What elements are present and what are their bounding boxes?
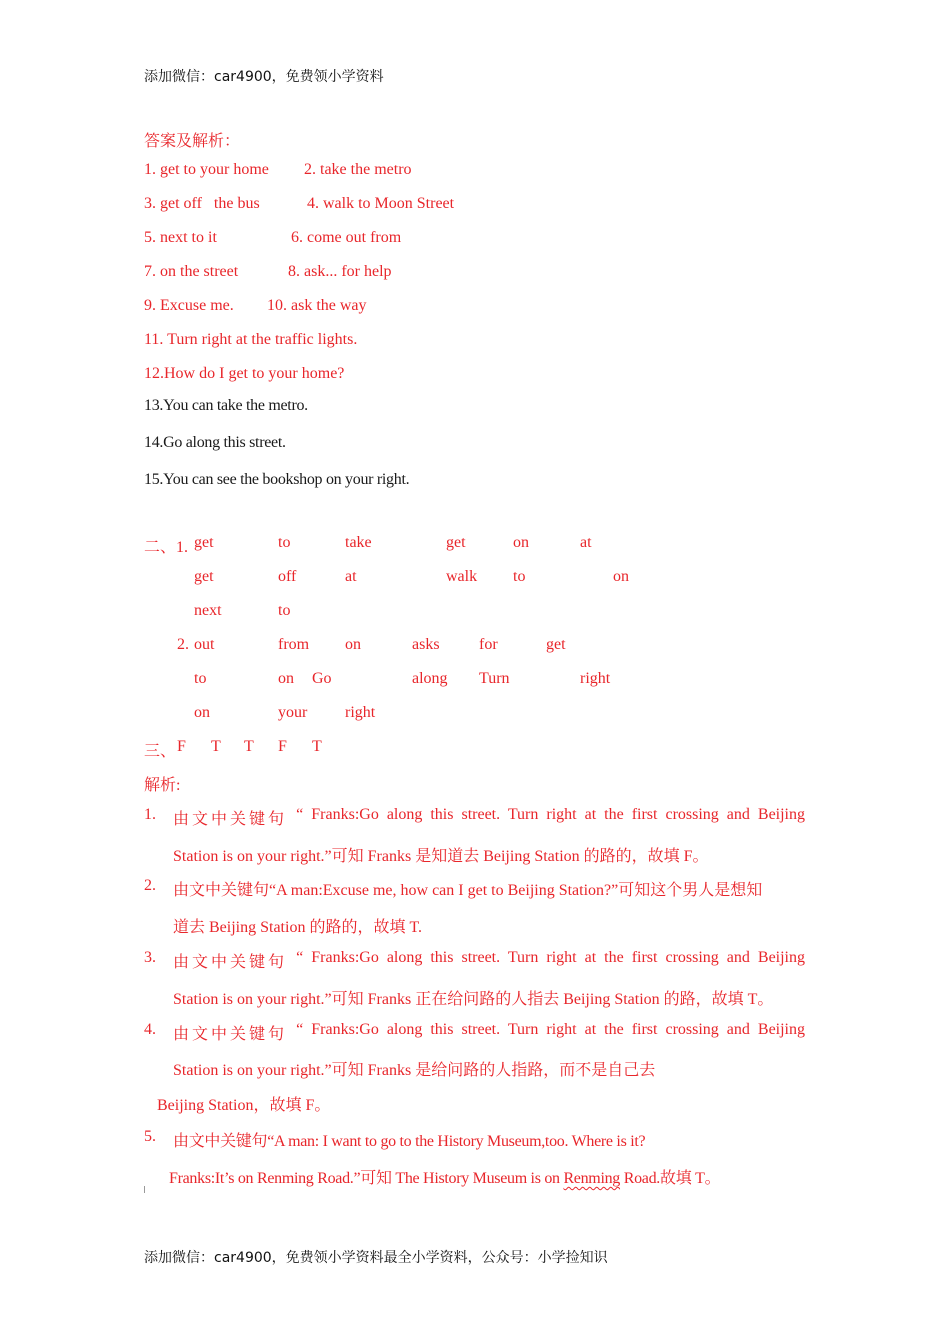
blank-word: on	[613, 568, 629, 585]
analysis-3-line-2: Station is on your right.”可知 Franks 正在给问路的人指去 Beijing Station 的路，故填 T。	[173, 991, 774, 1008]
answer-12: 12.How do I get to your home?	[144, 365, 345, 382]
analysis-4-quote: “ Franks:Go along this street. Turn right at the first crossing and Beijing	[296, 1021, 805, 1038]
answer-13: 13.You can take the metro.	[144, 397, 308, 414]
analysis-2-line-2: 道去 Beijing Station 的路的，故填 T.	[173, 919, 423, 936]
analysis-4-lead: 由文中关键句	[173, 1026, 288, 1043]
answer-6: 6. come out from	[291, 229, 402, 246]
answer-2: 2. take the metro	[304, 161, 412, 178]
analysis-4-line-3: Beijing Station，故填 F。	[157, 1097, 331, 1114]
tf-answer: T	[312, 738, 322, 755]
blank-word: on	[278, 670, 294, 687]
analysis-3-line-1	[173, 949, 805, 972]
blank-word: from	[278, 636, 310, 653]
analysis-1-lead: 由文中关键句	[173, 811, 288, 828]
analysis-3-lead: 由文中关键句	[173, 954, 288, 971]
blank-word: for	[479, 636, 498, 653]
blank-word: next	[194, 602, 222, 619]
tf-answer: T	[211, 738, 221, 755]
blank-word: to	[194, 670, 207, 687]
blank-word: right	[345, 704, 376, 721]
blank-word: asks	[412, 636, 440, 653]
analysis-number: 4.	[144, 1021, 156, 1038]
part3-label: 三、	[144, 743, 177, 760]
part2-sub-label: 2.	[177, 636, 189, 653]
answer-3: 3. get off the bus	[144, 195, 260, 212]
blank-word: on	[194, 704, 210, 721]
blank-word: your	[278, 704, 308, 721]
tf-answer: T	[244, 738, 254, 755]
analysis-label: 解析:	[144, 777, 181, 794]
analysis-2-line-1: 由文中关键句“A man:Excuse me, how can I get to Beijing Station?”可知这个男人是想知	[173, 882, 763, 899]
analysis-5-line-2	[169, 1165, 720, 1188]
analysis-1-quote: “ Franks:Go along this street. Turn right at the first crossing and Beijing	[296, 806, 805, 823]
blank-word: on	[345, 636, 361, 653]
blank-word: Turn	[479, 670, 510, 687]
answer-14: 14.Go along this street.	[144, 434, 286, 451]
answer-1: 1. get to your home	[144, 161, 269, 178]
answer-15: 15.You can see the bookshop on your right.	[144, 471, 410, 488]
analysis-number: 5.	[144, 1128, 156, 1145]
blank-word: to	[278, 602, 291, 619]
blank-word: to	[278, 534, 291, 551]
analysis-4-line-2: Station is on your right.”可知 Franks 是给问路的人指路，而不是自己去	[173, 1062, 656, 1079]
blank-word: at	[345, 568, 357, 585]
blank-word: on	[513, 534, 529, 551]
analysis-5-text: Franks:It’s on Renming Road.”可知 The History Museum is on	[169, 1170, 564, 1187]
answer-8: 8. ask... for help	[288, 263, 392, 280]
blank-word: right	[580, 670, 611, 687]
analysis-5-text-end: Road.故填 T。	[620, 1170, 721, 1187]
section-title: 答案及解析：	[144, 133, 241, 150]
blank-word: at	[580, 534, 592, 551]
answer-10: 10. ask the way	[267, 297, 367, 314]
blank-word: walk	[446, 568, 478, 585]
spell-check-underline-word: Renming	[563, 1170, 621, 1187]
paragraph-marker	[144, 1186, 145, 1193]
answer-4: 4. walk to Moon Street	[307, 195, 455, 212]
blank-word: Go	[312, 670, 332, 687]
analysis-5-line-1: 由文中关键句“A man: I want to go to the History Museum,too. Where is it?	[173, 1133, 646, 1150]
analysis-3-quote: “ Franks:Go along this street. Turn right at the first crossing and Beijing	[296, 949, 805, 966]
blank-word: out	[194, 636, 215, 653]
blank-word: get	[194, 534, 214, 551]
blank-word: to	[513, 568, 526, 585]
blank-word: get	[194, 568, 214, 585]
analysis-number: 1.	[144, 806, 156, 823]
page-header: 添加微信：car4900，免费领小学资料	[144, 69, 384, 85]
part2-label: 二、1.	[144, 539, 189, 556]
answer-9: 9. Excuse me.	[144, 297, 234, 314]
blank-word: get	[446, 534, 466, 551]
analysis-number: 2.	[144, 877, 156, 894]
answer-5: 5. next to it	[144, 229, 217, 246]
analysis-1-line-2: Station is on your right.”可知 Franks 是知道去 Beijing Station 的路的，故填 F。	[173, 848, 709, 865]
analysis-number: 3.	[144, 949, 156, 966]
blank-word: get	[546, 636, 566, 653]
tf-answer: F	[278, 738, 287, 755]
page-footer: 添加微信：car4900，免费领小学资料最全小学资料，公众号：小学捡知识	[144, 1250, 608, 1266]
answer-11: 11. Turn right at the traffic lights.	[144, 331, 358, 348]
analysis-1-line-1	[173, 806, 805, 829]
blank-word: along	[412, 670, 448, 687]
blank-word: take	[345, 534, 372, 551]
tf-answer: F	[177, 738, 186, 755]
answer-7: 7. on the street	[144, 263, 239, 280]
analysis-4-line-1	[173, 1021, 805, 1044]
blank-word: off	[278, 568, 297, 585]
